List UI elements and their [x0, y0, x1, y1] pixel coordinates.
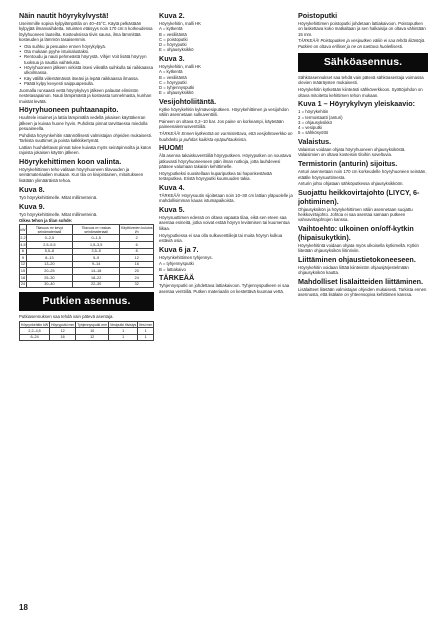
paragraph-electrical: Höyrykehitin kytketään kiinteästi sähköverkkoon. Syöttöjohdon on oltava mitoitettu kehittimen tehon mukaan.	[298, 87, 423, 98]
heading-figure-1: Kuva 1 – Höyrykylvyn yleiskaavio:	[298, 99, 416, 109]
table-row	[20, 328, 154, 335]
figure-9-caption: Työ höyrykehittimelle. Mitat millimetreinä.	[19, 211, 98, 217]
table-cell: 5–9	[72, 255, 120, 262]
table-row	[20, 235, 154, 242]
table-cell: 32	[120, 281, 154, 288]
table-cell: 8–13	[26, 255, 72, 262]
table-cell: 20	[120, 268, 154, 275]
table-cell: 24	[120, 274, 154, 281]
heading-sizing: Höyrykehittimen koon valinta.	[19, 157, 122, 167]
table-header-cell: Vesiputki tiivistys	[110, 322, 137, 327]
legend-line: D = höyryputki	[159, 42, 187, 47]
table-row	[20, 334, 154, 341]
table-cell: 16	[50, 334, 76, 341]
paragraph-care: Lattian huuhdeltavat pinnat tulee kuivata myös seinäpinnoilta ja katon rajoista jokaisen käytön jälkeen.	[19, 144, 152, 156]
heading-intro: Näin nautit höyrykylvystä!	[19, 12, 109, 20]
paragraph-drain-important: TÄRKEÄÄ! Poistoputken ja vesiputken väliin ei saa tehdä liitäntöjä. Putkien on oltava erilliset ja ne on tuettava huolellisesti.	[298, 38, 426, 49]
paragraph-figure-6: Höyrynkehittimen tyhjennys.	[159, 254, 213, 260]
paragraph-accessories: Lisälaitteet liitetään valmistajan ohjeiden mukaisesti. Tarkista ennen asennusta, että lisälaite on yhteensopiva kehittimen kanssa.	[298, 287, 427, 298]
table-cell: 9	[20, 255, 27, 262]
paragraph-control-computer: Höyrykehitin voidaan liittää kiinteistön ohjausjärjestelmään ohjausyksikön kautta.	[298, 264, 409, 276]
intro-bullet: • Rentoudu ja nauti pehmeästä höyrystä. Vihje! Voit lisätä höyryyn tuoksua ja nauttia vaihtelusta.	[19, 54, 154, 65]
column-right	[298, 12, 428, 607]
paragraph-figure-5: Höyryputkessa ei saa olla sulkuventtiilejä tai muita höyryn kulkua estäviä osia.	[159, 232, 283, 243]
heading-accessories: Mahdolliset lisälaitteiden liittäminen.	[298, 277, 424, 287]
table-cell: 1	[109, 334, 138, 341]
table-header-cell: Käyttöveden kulutus l/h	[120, 225, 153, 234]
paragraph-care: Puhdista höyrynkehitin säännöllisesti valmistajan ohjeiden mukaisesti. Tarkista suuttimet ja poista kalkkikertymät.	[19, 132, 153, 144]
legend-line: D = tyhjennysputki	[159, 85, 195, 90]
table-cell: 12	[50, 328, 76, 335]
table-row	[20, 242, 154, 249]
table-cell: 16	[120, 261, 154, 268]
legend-line: B = vesiliitäntä	[159, 74, 187, 80]
heading-drain-pipe: Poistoputki	[298, 12, 338, 20]
table-cell: 2,2–4,5	[20, 328, 50, 335]
heading-figure-3: Kuva 3.	[159, 54, 185, 63]
paragraph-important: Tyhjennysputki on johdettava lattiakaivoon. Tyhjennysputkeen ei saa asentaa venttiiliä. Putken materiaalin on kestettävä kuumaa vettä.	[159, 283, 290, 294]
table-cell: 30–40	[26, 281, 72, 288]
heading-lighting: Valaistus.	[298, 137, 332, 147]
table-cell: 6	[120, 242, 154, 249]
column-left	[19, 12, 154, 597]
paragraph-care: Huuhtele istuimet ja lattia lämpimällä vedellä jokaisen käyttökerran jälkeen ja kuivaa huone hyvin. Puhdista pinnat tarvittaessa miedolla pesuaineella.	[19, 115, 148, 132]
table-cell: 22–30	[72, 281, 120, 288]
paragraph-figure-5: Höyrysuuttimen edessä on oltava vapaata tilaa, eikä sen eteen saa asentaa esineitä, jotka voivat estää höyryn leviämisen tai kuumentua liikaa.	[159, 215, 290, 231]
heading-thermistor: Termistorin (anturin) sijoitus.	[298, 159, 398, 169]
table-header-cell: Vesi mm	[138, 322, 153, 327]
paragraph-lighting: Valaistus voidaan ohjata höyryhuoneen ohjausyksiköstä. Valaisimien on oltava kosteisiin tiloihin soveltuvia.	[298, 147, 406, 158]
table-row	[20, 248, 154, 255]
table-cell: 18	[20, 275, 26, 280]
table-row	[20, 255, 154, 262]
table-cell: 9–14	[72, 261, 120, 268]
legend-line: B = vesiliitäntä	[159, 31, 187, 37]
paragraph-thermistor: Anturin johto ohjataan sähköputkessa ohjausyksikköön.	[298, 181, 404, 187]
paragraph-note: Älä asenna takaiskuventtiiliä höyryputkeen. Höyryputken on noustava jatkuvasti höyryhuoneeseen päin ilman notkoja, jotta lauhdevesi pääsee valumaan takaisin kehittimelle.	[159, 153, 292, 170]
table-header-cell: Tyhjennysputki mm	[77, 322, 108, 327]
table-cell: 2,2	[20, 236, 26, 241]
legend-line: C = poistoputki	[159, 36, 188, 42]
paragraph-shielded-cable: Ohjausyksikön ja höyrykehittimen väliin asennetaan suojattu heikkovirtajohto. Johtoa ei saa asentaa samaan putkeen vahvavirtajohtojen kanssa.	[298, 206, 413, 223]
table-cell: 1,5–3,5	[72, 242, 120, 249]
heading-figure-2: Kuva 2.	[159, 12, 185, 20]
legend-line: Höyrykehitin, malli HK	[159, 64, 202, 69]
table-header-cell: kW	[20, 225, 27, 235]
table-cell: 6–24	[20, 334, 50, 341]
paragraph-external-switch: Höyrykehitintä voidaan ohjata myös ulkoisella kytkimellä. Kytkin liitetään ohjausyksikön liitinriviin.	[298, 242, 419, 254]
page-number: 18	[19, 603, 28, 612]
heading-water-connection: Vesijohtoliitäntä.	[159, 97, 217, 106]
column-middle	[159, 12, 293, 607]
paragraph-intro: Useimmille sopiva kylpylämpötila on 40–45°C. Käytä pelkästään kylpyjää ilmanvaihdetta. Istuinten etäisyys noin 170 cm:n korkeudessa löylyhuoneen lauteilta. Kosteuksissa tiivis sauna, ilma lämmittää kosteuden ja lämmön tasaisemmin.	[19, 21, 153, 43]
heading-external-switch: Vaihtoehto: ulkoinen on/off-kytkin (hipaisukytkin).	[298, 224, 414, 242]
table-header-cell: Höyryputki mm	[50, 322, 75, 327]
legend-line: B = lattiakaivo	[159, 266, 186, 272]
paragraph-water: Kytke höyrykehitin kylmävesiputkeen. Höyrykehittimen ja vesijohdon väliin asennetaan sulkuventtiili.	[159, 107, 289, 118]
table-cell: 1	[138, 334, 154, 341]
paragraph-electrical: Sähköasennukset saa tehdä vain pätevä sähköasentaja voimassa olevien määräysten mukaisesti.	[298, 75, 424, 86]
power-table-body	[20, 235, 154, 288]
heading-shielded-cable: Suojattu heikkovirtajohto (LIYCY, 6-johtiminen).	[298, 188, 420, 206]
table-caption: Oikea tehon ja tilan suhde:	[19, 218, 73, 224]
paragraph-drain: Höyrykehittimen poistoputki johdetaan lattiakaivoon. Poistoputken on laskettava koko matkaltaan ja sen halkaisija on oltava vähintään 15 mm.	[298, 21, 426, 37]
legend-line: E = ohjausyksikkö	[159, 90, 194, 96]
heading-important: TÄRKEÄÄ	[159, 273, 195, 283]
intro-bullet: • Höyryhuoneen jälkeen virkistä itsesi viileällä suihkulla tai raikkaassa ulkoilmassa.	[19, 65, 154, 76]
table-cell: 24	[20, 282, 26, 287]
intro-bullet: • Päätä kylpy kevyesti saippuapesulla.	[19, 81, 154, 86]
heading-figure-6-7: Kuva 6 ja 7.	[159, 244, 199, 254]
figure-1-legend	[298, 109, 428, 135]
paragraph-figure-4: TÄRKEÄÄ! Höyrysuutin sijoitetaan noin 10–30 cm lattian yläpuolelle ja mahdollisimman kauas istumapaikoista.	[159, 192, 293, 204]
legend-line: A = kytkentä	[159, 69, 183, 75]
intro-bullet: • Käy välillä viilentämässä itseäsi ja lepää raikkaassa ilmassa.	[19, 76, 154, 81]
table-header-cell: Tilavuus m³ kevyt seinämateriaali	[26, 225, 72, 235]
table-cell: 14–18	[72, 268, 120, 275]
intro-bullet: • Ota suihku ja pesuaine ennen höyrykylpyä.	[19, 44, 154, 49]
table-cell: 5,5–8	[26, 248, 72, 255]
heading-control-computer: Liittäminen ohjaustietokoneeseen.	[298, 254, 416, 264]
table-row	[20, 261, 154, 268]
paragraph-water: Paineen on oltava 0,2–10 bar. Jos paine on korkeampi, käytetään paineenalennusventtiiliä.	[159, 119, 284, 130]
table-cell: 4,5	[20, 242, 26, 247]
intro-bullet-list	[19, 44, 154, 87]
figure-3-legend	[159, 64, 293, 96]
table-row	[20, 281, 154, 288]
paragraph-water-important: TÄRKEÄÄ! Ennen kytkentää on varmistettava, että vesijohtoverkko on huuhdeltu ja puhdas kaikista epäpuhtauksista.	[159, 131, 293, 142]
table-header-cell: Tilavuus m³ raskas seinämateriaali	[72, 225, 120, 235]
heading-figure-5: Kuva 5.	[159, 205, 185, 215]
paragraph-note: Höyryputkeksi suositellaan kupariputkea tai haponkestävää teräsputkea. Eristä höyryputki kuumuuden takia.	[159, 170, 272, 182]
table-cell: 0–2,5	[26, 235, 72, 242]
legend-line: E = ohjausyksikkö	[159, 47, 194, 53]
table-header-row	[20, 225, 154, 235]
table-cell: 12	[120, 255, 154, 262]
legend-line: 4 = vesiputki	[298, 125, 323, 131]
heading-figure-4: Kuva 4.	[159, 182, 185, 192]
paragraph-after-intro: Juomalla runsaasti vettä höyrykylvyn jälkeen palautat elimistön nestetasapainon. Nauti lämpimästä ja kosteasta tunnelmasta, kunhan muistat levätä.	[19, 87, 152, 104]
heading-figure-8: Kuva 8.	[19, 184, 45, 194]
paragraph-sizing: Höyrykehittimen teho valitaan höyryhuoneen tilavuuden ja seinämateriaalien mukaan. Kun tila on kivipintainen, mitoitukseen lisätään ylimääräistä tehoa.	[19, 167, 144, 183]
legend-line: 2 = termostaatti (anturi)	[298, 114, 343, 120]
figure-8-caption: Työ höyrykehittimelle. Mitat millimetreinä.	[19, 194, 98, 200]
heading-figure-9: Kuva 9.	[19, 201, 45, 211]
table-cell: 20–25	[26, 268, 72, 275]
heading-care: Höyryhuoneen puhtaanapito.	[19, 105, 119, 115]
legend-line: 5 = sähkösyöttö	[298, 130, 329, 136]
paragraph-pipe-install: Putkiasennuksen saa tehdä vain pätevä asentaja.	[19, 314, 114, 320]
table-cell: 8	[120, 248, 154, 255]
table-row	[20, 274, 154, 281]
table-cell: 12	[20, 262, 26, 267]
figure-2-legend	[159, 21, 293, 53]
table-cell: 6	[20, 248, 27, 255]
legend-line: C = höyryputki	[159, 79, 187, 85]
legend-line: A = kytkentä	[159, 26, 183, 32]
table-header-cell: Höyrynkehitin kW	[20, 322, 49, 327]
heading-note: HUOM!	[159, 143, 184, 153]
pipe-table-body	[20, 328, 154, 341]
figure-6-legend	[159, 261, 293, 272]
table-cell: 10	[76, 328, 109, 335]
table-cell: 25–30	[26, 274, 72, 281]
pipe-size-table	[19, 321, 154, 341]
section-band-electrical: Sähköasennus.	[298, 53, 428, 72]
table-cell: 18–22	[72, 274, 120, 281]
table-cell: 15	[20, 268, 26, 273]
paragraph-thermistor: Anturi asennetaan noin 170 cm korkeudelle höyryhuoneen seinään, etäälle höyrysuuttimesta.	[298, 169, 427, 180]
table-cell: 13–20	[26, 261, 72, 268]
table-cell: 1	[138, 328, 154, 335]
power-volume-table	[19, 224, 154, 288]
table-cell: 12	[76, 334, 109, 341]
table-cell: 1	[109, 328, 138, 335]
table-row	[20, 268, 154, 275]
table-cell: 2	[120, 235, 154, 242]
legend-line: 1 = höyrykehitin	[298, 109, 329, 115]
intro-bullet: • Ota mukaan pyyhe istuinalustaksi.	[19, 49, 154, 54]
table-cell: 2,5–5,5	[26, 242, 72, 249]
table-cell: 0–1,5	[72, 235, 120, 242]
legend-line: A = tyhjennysputki	[159, 261, 194, 267]
table-cell: 3,5–5	[72, 248, 120, 255]
legend-line: Höyrykehitin, malli HK	[159, 21, 202, 26]
section-band-pipe-installation: Putkien asennus.	[19, 292, 154, 311]
legend-line: 3 = ohjausyksikkö	[298, 119, 333, 125]
